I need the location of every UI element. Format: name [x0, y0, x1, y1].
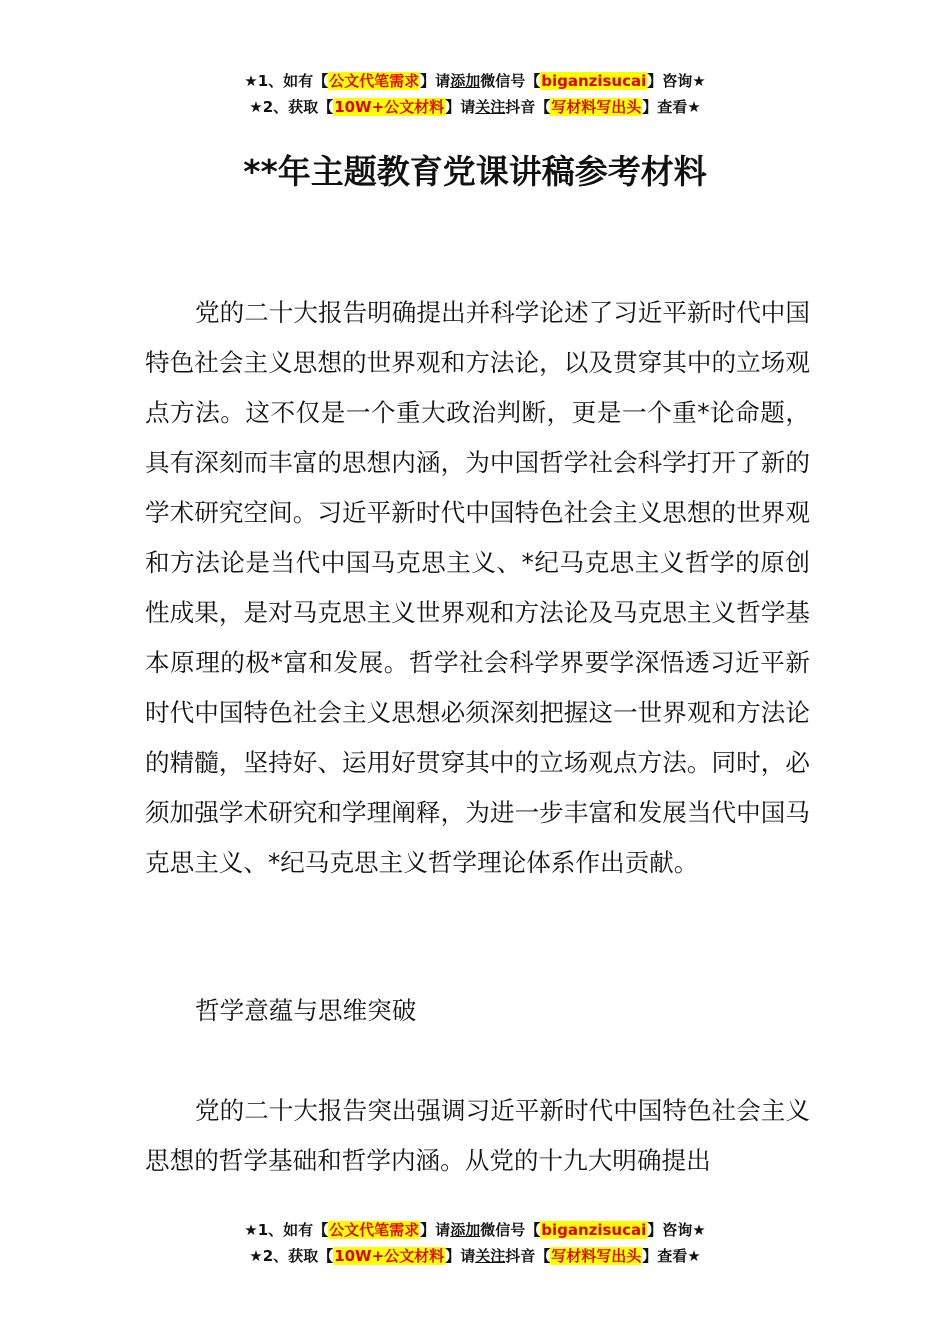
highlight-douyin-account: 写材料写出头: [551, 98, 642, 116]
underlined-word: 关注: [475, 1247, 506, 1265]
highlight-douyin-account: 写材料写出头: [551, 1247, 642, 1265]
highlight-wechat-id: biganzisucai: [541, 72, 647, 90]
highlight-materials: 10W+公文材料: [334, 1247, 445, 1265]
underlined-word: 关注: [475, 98, 506, 116]
body-paragraph: 党的二十大报告明确提出并科学论述了习近平新时代中国特色社会主义思想的世界观和方法论，以及贯穿其中的立场观点方法。这不仅是一个重大政治判断，更是一个重*论命题，具有深刻而丰富的思想内涵，为中国哲学社会科学打开了新的学术研究空间。习近平新时代中国特色社会主义思想的世界观和方法论是当代中国马克思主义、*纪马克思主义哲学的原创性成果，是对马克思主义世界观和方法论及马克思主义哲学基本原理的极*富和发展。哲学社会科学界要学深悟透习近平新时代中国特色社会主义思想必须深刻把握这一世界观和方法论的精髓，坚持好、运用好贯穿其中的立场观点方法。同时，必须加强学术研究和学理阐释，为进一步丰富和发展当代中国马克思主义、*纪马克思主义哲学理论体系作出贡献。: [145, 298, 810, 877]
highlight-materials: 10W+公文材料: [334, 98, 445, 116]
promo-line-2: ★2、获取【10W+公文材料】请关注抖音【写材料写出头】查看★: [249, 98, 701, 116]
document-title: **年主题教育党课讲稿参考材料: [243, 152, 707, 191]
promo-line-1: ★1、如有【公文代笔需求】请添加微信号【biganzisucai】咨询★: [244, 1221, 706, 1239]
underlined-word: 添加: [450, 1221, 481, 1239]
promo-banner-bottom: [0, 1217, 950, 1269]
highlight-wechat-id: biganzisucai: [541, 1221, 647, 1239]
section-heading: 哲学意蕴与思维突破: [195, 996, 417, 1025]
promo-line-2: ★2、获取【10W+公文材料】请关注抖音【写材料写出头】查看★: [249, 1247, 701, 1265]
promo-banner-top: [0, 68, 950, 120]
highlight-service: 公文代笔需求: [329, 72, 420, 90]
highlight-service: 公文代笔需求: [329, 1221, 420, 1239]
promo-line-1: ★1、如有【公文代笔需求】请添加微信号【biganzisucai】咨询★: [244, 72, 706, 90]
underlined-word: 添加: [450, 72, 481, 90]
body-paragraph: 党的二十大报告突出强调习近平新时代中国特色社会主义思想的哲学基础和哲学内涵。从党的十九大明确提出: [145, 1096, 810, 1175]
